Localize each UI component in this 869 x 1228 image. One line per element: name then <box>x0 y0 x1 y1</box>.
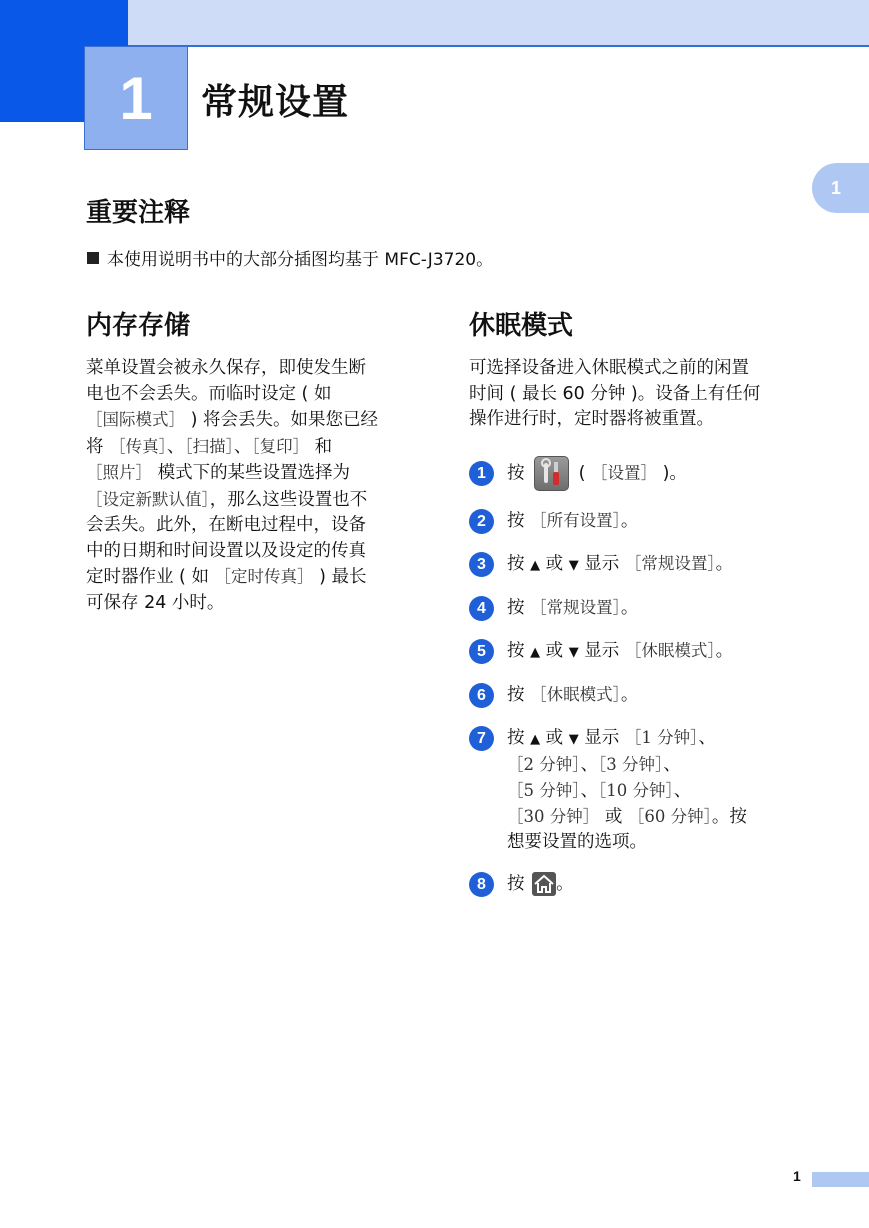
menu-ref: ［所有设置］ <box>530 511 621 530</box>
text: ，那么这些设置也不 <box>209 489 368 510</box>
step-number: 1 <box>469 461 494 486</box>
text: 显示 <box>578 641 625 661</box>
text: 。按 <box>711 807 747 827</box>
text: 。 <box>715 554 734 574</box>
option-2-min: ［2 分钟］ <box>507 755 581 774</box>
down-arrow-icon: ▼ <box>568 645 579 660</box>
step-4 <box>469 595 849 621</box>
menu-ref: ［复印］ <box>251 436 310 456</box>
text: )。 <box>657 463 687 484</box>
step-text <box>507 456 849 491</box>
step-text <box>507 725 849 855</box>
steps-list <box>469 456 849 914</box>
step-text <box>507 682 849 708</box>
memory-line <box>86 487 431 514</box>
text: 和 <box>309 436 333 457</box>
text: 或 <box>599 807 628 827</box>
step-5 <box>469 638 849 665</box>
text: ( <box>573 463 592 484</box>
step-line <box>507 778 849 804</box>
home-icon <box>532 872 556 896</box>
header-bar-light <box>128 0 869 47</box>
memory-line <box>86 564 431 591</box>
option-1-min: ［1 分钟］ <box>624 728 699 747</box>
memory-paragraph <box>86 356 431 616</box>
chapter-title: 常规设置 <box>201 82 350 123</box>
memory-line <box>86 434 431 461</box>
down-arrow-icon: ▼ <box>568 558 579 573</box>
memory-line: 电也不会丢失。而临时设定 ( 如 <box>86 383 332 404</box>
text: 模式下的某些设置选择为 <box>152 463 351 483</box>
menu-ref: ［照片］ <box>86 463 152 482</box>
chapter-number: 1 <box>84 46 188 150</box>
option-5-min: ［5 分钟］ <box>507 781 581 800</box>
menu-ref: ［扫描］ <box>184 436 234 456</box>
step-text <box>507 551 849 578</box>
text: 。 <box>620 598 639 618</box>
memory-line <box>86 460 431 487</box>
menu-ref: ［设定新默认值］ <box>86 489 210 509</box>
step-3 <box>469 551 849 578</box>
important-note-text: 本使用说明书中的大部分插图均基于 MFC-J3720。 <box>107 250 494 270</box>
tools-icon <box>534 456 569 491</box>
text: 、 <box>580 781 598 801</box>
step-text <box>507 595 849 621</box>
sleep-line: 可选择设备进入休眠模式之前的闲置 <box>469 358 749 378</box>
step-line <box>507 804 849 830</box>
sleep-heading: 休眠模式 <box>469 311 574 341</box>
sleep-paragraph <box>469 356 814 433</box>
option-30-min: ［30 分钟］ <box>507 807 600 826</box>
down-arrow-icon: ▼ <box>568 732 579 747</box>
text: 。 <box>715 641 734 661</box>
page-number: 1 <box>793 1168 801 1184</box>
menu-ref: ［休眠模式］ <box>624 641 716 660</box>
step-number: 7 <box>469 726 494 751</box>
square-bullet-icon <box>87 252 99 264</box>
menu-ref: ［休眠模式］ <box>530 685 621 704</box>
text: 、 <box>233 436 252 457</box>
menu-ref: ［定时传真］ <box>214 567 314 586</box>
menu-ref: ［设置］ <box>591 463 658 483</box>
text: 按 <box>507 598 531 618</box>
option-10-min: ［10 分钟］ <box>598 781 674 800</box>
text: 、 <box>673 781 692 801</box>
text: 、 <box>580 755 598 775</box>
up-arrow-icon: ▲ <box>530 645 541 660</box>
menu-ref: ［国际模式］ <box>86 410 185 429</box>
step-number: 4 <box>469 596 494 621</box>
step-7 <box>469 725 849 855</box>
text: 按 <box>507 728 531 748</box>
menu-ref: ［传真］ <box>109 436 167 456</box>
sleep-line: 时间 ( 最长 60 分钟 )。设备上有任何 <box>469 383 761 404</box>
text: 、 <box>166 436 185 457</box>
memory-line: 菜单设置会被永久保存，即使发生断 <box>86 358 366 378</box>
memory-line <box>86 407 431 434</box>
menu-ref: ［常规设置］ <box>624 554 716 573</box>
text: 。 <box>620 685 639 705</box>
memory-line: 可保存 24 小时。 <box>86 592 225 613</box>
step-1 <box>469 456 849 491</box>
menu-ref: ［常规设置］ <box>530 598 621 617</box>
chapter-side-tab: 1 <box>812 163 869 213</box>
text: 。 <box>556 874 574 894</box>
text: 、 <box>698 728 716 748</box>
option-60-min: ［60 分钟］ <box>627 807 712 826</box>
text: 按 <box>507 463 525 484</box>
text: 按 <box>507 685 531 705</box>
step-number: 3 <box>469 552 494 577</box>
memory-line: 会丢失。此外，在断电过程中，设备 <box>86 515 366 535</box>
text: 按 <box>507 641 531 661</box>
step-text <box>507 638 849 665</box>
text: 、 <box>663 755 681 775</box>
text: 显示 <box>578 728 625 748</box>
important-note <box>87 245 493 270</box>
footer-bar <box>812 1172 869 1187</box>
option-3-min: ［3 分钟］ <box>598 755 664 774</box>
text: 。 <box>620 511 639 531</box>
step-text <box>507 508 849 534</box>
text: 或 <box>540 554 569 574</box>
text: 将 <box>86 436 110 457</box>
up-arrow-icon: ▲ <box>530 732 541 747</box>
up-arrow-icon: ▲ <box>530 558 541 573</box>
text: ) 将会丢失。如果您已经 <box>185 410 378 430</box>
step-8 <box>469 872 849 897</box>
text: 按 <box>507 511 531 531</box>
step-number: 6 <box>469 683 494 708</box>
memory-heading: 内存存储 <box>86 311 191 341</box>
step-line <box>507 725 849 752</box>
text: 定时器作业 ( 如 <box>86 567 215 587</box>
text: 按 <box>507 554 531 574</box>
memory-line: 中的日期和时间设置以及设定的传真 <box>86 540 366 561</box>
text: 显示 <box>578 554 625 574</box>
step-number: 8 <box>469 872 494 897</box>
step-line: 想要设置的选项。 <box>507 832 647 852</box>
text: 或 <box>540 728 569 748</box>
step-number: 5 <box>469 639 494 664</box>
step-line <box>507 752 849 778</box>
text: 或 <box>540 641 569 661</box>
sleep-line: 操作进行时，定时器将被重置。 <box>469 409 714 429</box>
step-number: 2 <box>469 509 494 534</box>
text: ) 最长 <box>313 567 367 587</box>
step-2 <box>469 508 849 534</box>
text: 按 <box>507 874 531 894</box>
step-text <box>507 872 849 897</box>
important-heading: 重要注释 <box>86 198 191 228</box>
step-6 <box>469 682 849 708</box>
